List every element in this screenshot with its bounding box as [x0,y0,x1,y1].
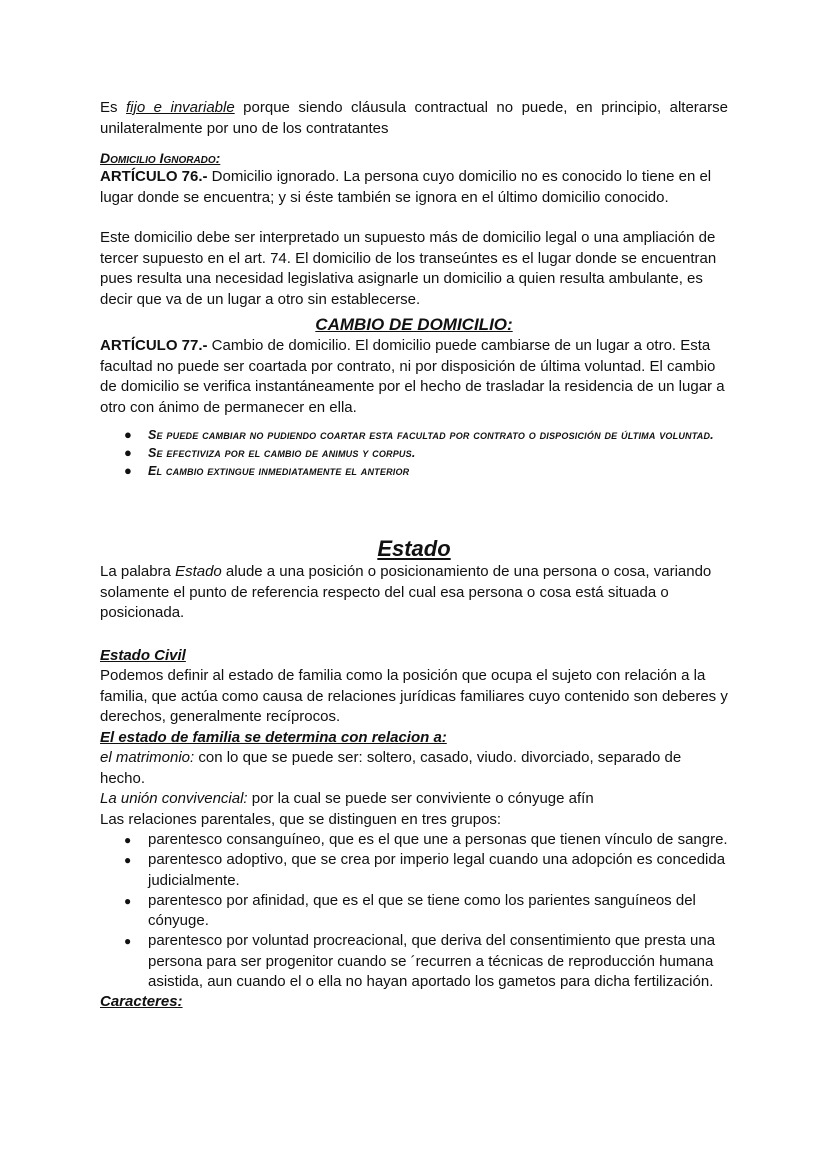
estado-paragraph [100,562,728,624]
estado-civil-heading: Estado Civil [100,646,186,664]
articulo-76 [100,167,728,208]
intro-paragraph [100,98,728,139]
bullet-icon: ● [124,463,133,478]
relaciones-line: Las relaciones parentales, que se distinguen en tres grupos: [100,810,502,828]
list-item-text: parentesco por afinidad, que es el que se tiene como los parientes sanguíneos del cónyuge. [148,891,696,930]
articulo-77-text: Cambio de domicilio. El domicilio puede cambiarse de un lugar a otro. Esta facultad no puede ser coartada por contrato, ni por disposición de última voluntad. El cambio de domicilio se verifica instantáneamente por el hecho de trasladar la residencia de un lugar a otro con ánimo de permanecer en ella. [100,337,725,416]
determina-heading: El estado de familia se determina con relacion a: [100,728,447,746]
union-line [100,789,728,810]
cambio-domicilio-heading: CAMBIO DE DOMICILIO: [315,315,513,334]
bullet-icon: ● [124,934,132,949]
list-item-text: parentesco adoptivo, que se crea por imperio legal cuando una adopción es concedida judicialmente. [148,851,726,889]
list-item-text: Se efectiviza por el cambio de animus y corpus. [148,446,416,460]
union-label: La unión convivencial: [100,790,248,807]
articulo-77-label: ARTÍCULO 77.- [100,337,208,354]
cambio-bullet-list [100,426,728,480]
articulo-77 [100,336,728,418]
estado-title: Estado [377,536,451,561]
bullet-icon: ● [124,445,133,460]
matrimonio-line [100,748,728,789]
list-item [100,462,728,480]
domicilio-ignorado-paragraph: Este domicilio debe ser interpretado un supuesto más de domicilio legal o una ampliación de tercer supuesto en el art. 74. El domicilio de los transeúntes es el lugar donde se encuentran pues resulta una necesidad legislativa asignarle un domicilio a quien resulta ambulante, es decir que va de un lugar a otro sin establecerse. [100,229,717,308]
list-item-text: Se puede cambiar no pudiendo coartar esta facultad por contrato o disposición de última voluntad. [148,428,714,442]
list-item [100,891,728,932]
intro-text-a: Es [100,99,126,116]
bullet-icon: ● [124,893,132,908]
union-text: por la cual se puede ser conviviente o cónyuge afín [247,790,594,807]
list-item [100,830,728,850]
estado-emphasis: Estado [175,563,222,580]
bullet-icon: ● [124,853,132,868]
articulo-76-text: Domicilio ignorado. La persona cuyo domicilio no es conocido lo tiene en el lugar donde se encuentra; y si éste también se ignora en el último domicilio conocido. [100,168,712,206]
list-item [100,444,728,462]
list-item [100,850,728,891]
matrimonio-label: el matrimonio: [100,749,195,766]
intro-text-b: porque siendo cláusula contractual no puede, en principio, alterarse unilateralmente por uno de los contratantes [100,99,728,137]
articulo-76-label: ARTÍCULO 76.- [100,168,208,185]
document-body [100,98,728,1013]
estado-text-b: alude a una posición o posicionamiento de una persona o cosa, variando solamente el punto de referencia respecto del cual esa persona o cosa está situada o posicionada. [100,563,712,621]
parentesco-list [100,830,728,992]
caracteres-heading: Caracteres: [100,993,183,1011]
list-item [100,931,728,992]
list-item-text: parentesco por voluntad procreacional, que deriva del consentimiento que presta una persona para ser progenitor cuando se ´recurren a técnicas de reproducción humana asistida, aun cuando el o ella no hayan aportado los gametos para dicha fertilización. [148,932,716,991]
bullet-icon: ● [124,427,133,442]
estado-civil-paragraph: Podemos definir al estado de familia como la posición que ocupa el sujeto con relación a la familia, que actúa como causa de relaciones jurídicas familiares cuyo contenido son deberes y derechos, generalmente recíprocos. [100,667,728,725]
domicilio-ignorado-heading: Domicilio Ignorado: [100,150,221,166]
bullet-icon: ● [124,833,132,847]
list-item [100,426,728,444]
estado-text-a: La palabra [100,563,176,580]
intro-emphasis: fijo e invariable [126,99,235,116]
matrimonio-text: con lo que se puede ser: soltero, casado, viudo. divorciado, separado de hecho. [100,749,682,787]
list-item-text: El cambio extingue inmediatamente el anterior [148,464,410,478]
list-item-text: parentesco consanguíneo, que es el que une a personas que tienen vínculo de sangre. [148,831,728,848]
